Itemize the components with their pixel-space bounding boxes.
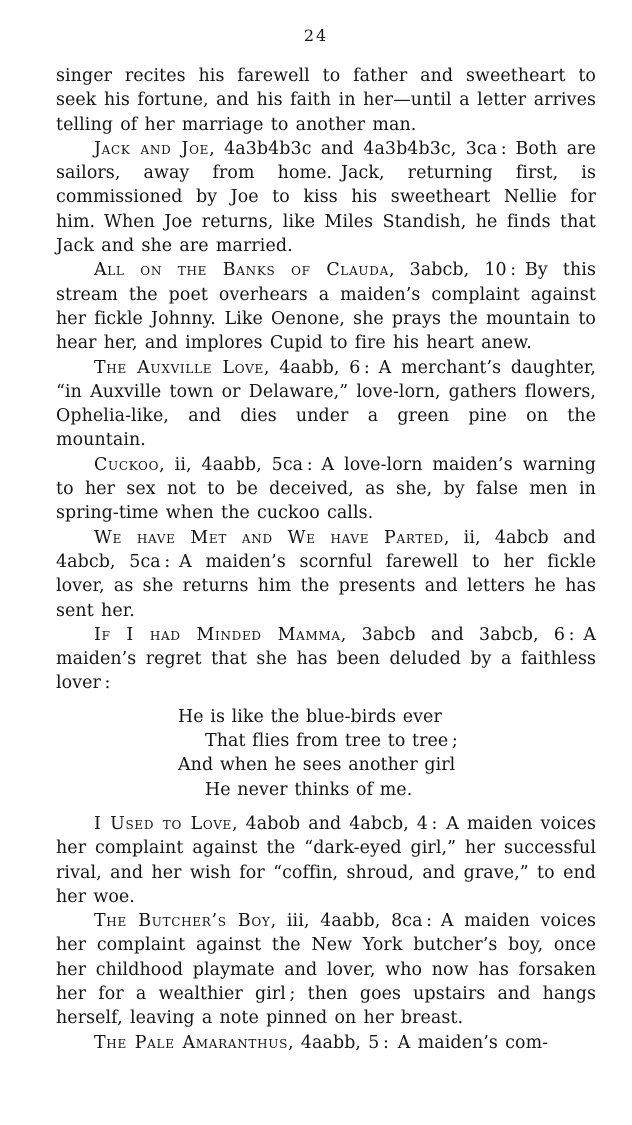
verse-line: That flies from tree to tree ; xyxy=(205,731,458,752)
song-title: All on the Banks of Clauda xyxy=(94,260,389,281)
song-title: We have Met and We have Parted xyxy=(94,527,444,548)
song-title: If I had Minded Mamma xyxy=(94,624,341,645)
song-title: The Pale Amaranthus xyxy=(94,1032,288,1053)
paragraph-text: , 4aabb, 5 : A maiden’s com- xyxy=(288,1032,549,1053)
paragraph-i-used-to-love xyxy=(56,812,596,909)
paragraph-text: , ii, 4abcb and 4abcb, 5ca : A maiden’s scornful farewell to her fickle lover, as she returns him the presents and letters he has sent her. xyxy=(56,527,596,621)
paragraph-text: , 4abob and 4abcb, 4 : A maiden voices her complaint against the “dark-eyed girl,” her successful rival, and her wish for “coffin, shroud, and grave,” to end her woe. xyxy=(56,813,596,907)
paragraph-text: , iii, 4aabb, 8ca : A maiden voices her complaint against the New York butcher’s boy, once her childhood playmate and lover, who now has forsaken her for a wealthier girl ; then goes upstairs and hangs herself, leaving a note pinned on her breast. xyxy=(56,911,597,1029)
song-title: I Used to Love xyxy=(94,813,233,834)
song-title: The Auxville Love xyxy=(94,357,264,378)
song-title: The Butcher’s Boy xyxy=(94,911,271,932)
page-text xyxy=(56,64,596,1055)
verse-line: And when he sees another girl xyxy=(178,755,456,776)
paragraph-text: , ii, 4aabb, 5ca : A love-lorn maiden’s warning to her sex not to be deceived, as she, by false men in spring-time when the cuckoo calls. xyxy=(56,454,596,524)
paragraph-if-i-had-minded-mamma xyxy=(56,623,596,696)
verse-block xyxy=(56,705,596,802)
page-number: 24 xyxy=(303,26,329,45)
song-title: Jack and Joe xyxy=(94,138,210,159)
paragraph-we-have-met xyxy=(56,526,596,623)
verse-line: He is like the blue-birds ever xyxy=(178,706,442,727)
paragraph-text: , 4aabb, 6 : A merchant’s daughter, “in Auxville town or Delaware,” love-lorn, gathers flowers, Ophelia-like, and dies under a green pine on the mountain. xyxy=(56,357,596,451)
paragraph-text: , 4a3b4b3c and 4a3b4b3c, 3ca : Both are sailors, away from home. Jack, returning first, is commissioned by Joe to kiss his sweetheart Nellie for him. When Joe returns, like Miles Standish, he finds that Jack and she are married. xyxy=(56,138,596,257)
paragraph-pale-amaranthus xyxy=(56,1031,596,1055)
paragraph-text: , 3abcb, 10 : By this stream the poet overhears a maiden’s complaint against her fickle Johnny. Like Oenone, she prays the mountain to hear her, and implores Cupid to fire his heart anew. xyxy=(56,260,596,354)
paragraph-singer-farewell xyxy=(56,64,596,137)
song-title: Cuckoo xyxy=(94,454,160,475)
paragraph-text: , 3abcb and 3abcb, 6 : A maiden’s regret that she has been deluded by a faithless lover : xyxy=(56,624,596,694)
paragraph-butchers-boy xyxy=(56,909,596,1030)
paragraph-text: singer recites his farewell to father and sweetheart to seek his fortune, and his faith in her—until a letter arrives telling of her marriage to another man. xyxy=(56,66,596,135)
paragraph-jack-and-joe xyxy=(56,137,596,258)
verse-line: He never thinks of me. xyxy=(205,779,413,800)
paragraph-banks-of-clauda xyxy=(56,258,596,355)
paragraph-cuckoo xyxy=(56,453,596,526)
paragraph-auxville-love xyxy=(56,356,596,453)
